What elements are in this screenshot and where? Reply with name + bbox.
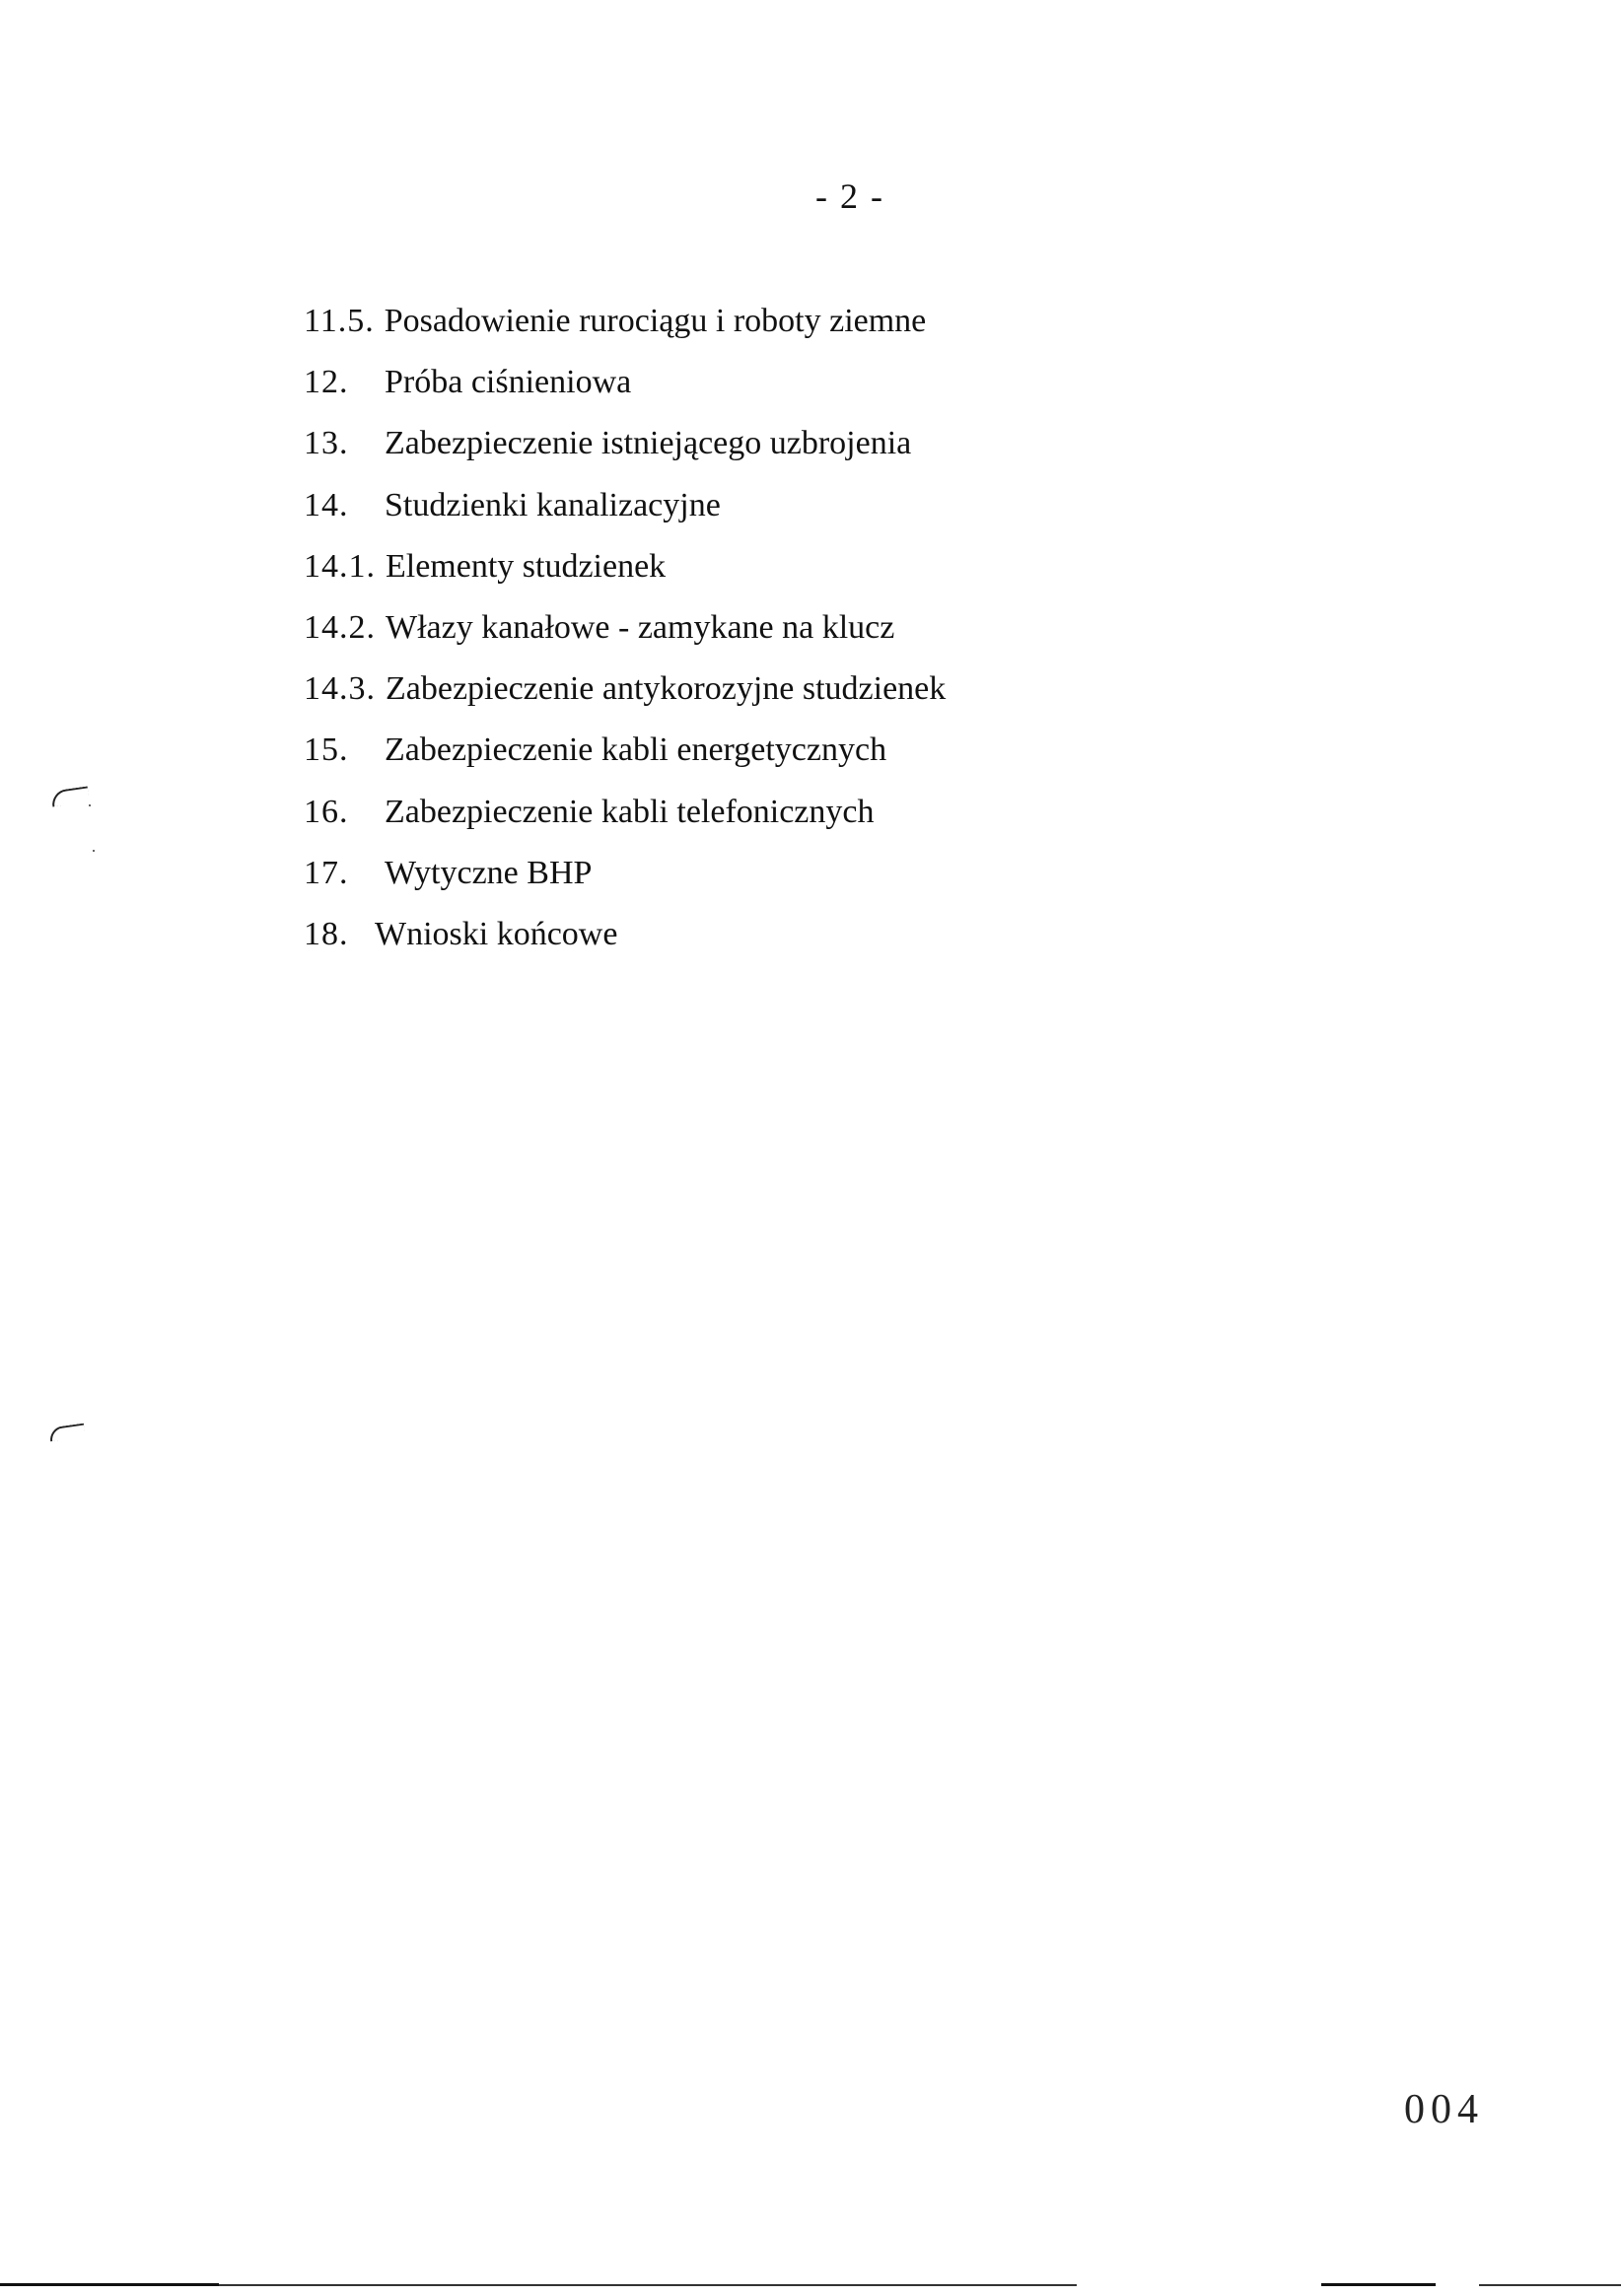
- toc-item: [304, 791, 946, 852]
- toc-item-number: 15.: [304, 731, 349, 769]
- toc-item: [304, 484, 946, 545]
- toc-item-title: Wytyczne BHP: [385, 854, 593, 891]
- toc-item-number: 14.: [304, 486, 349, 523]
- toc-item: [304, 729, 946, 790]
- punch-mark: [48, 1424, 86, 1442]
- scan-edge-line: [219, 2284, 1077, 2286]
- toc-item-number: 16.: [304, 793, 349, 830]
- toc-item-number: 18.: [304, 915, 349, 952]
- toc-item-number: 13.: [304, 425, 349, 462]
- toc-item: [304, 545, 946, 606]
- toc-item-number: 14.1.: [304, 547, 376, 585]
- toc-item-title: Zabezpieczenie antykorozyjne studzienek: [386, 670, 947, 708]
- toc-item-number: 12.: [304, 364, 349, 401]
- toc-item-title: Studzienki kanalizacyjne: [385, 486, 721, 523]
- scan-edge-line: [1321, 2283, 1436, 2286]
- toc-item: [304, 606, 946, 667]
- punch-mark: [50, 786, 90, 806]
- toc-item: [304, 361, 946, 422]
- toc-item-title: Zabezpieczenie kabli energetycznych: [385, 731, 887, 769]
- table-of-contents: [304, 300, 946, 974]
- toc-item-number: 14.2.: [304, 608, 376, 646]
- toc-item-title: Zabezpieczenie istniejącego uzbrojenia: [385, 425, 912, 462]
- toc-item-title: Włazy kanałowe - zamykane na klucz: [386, 608, 895, 646]
- scan-speck: [93, 850, 95, 852]
- toc-item-number: 11.5.: [304, 303, 375, 339]
- toc-item: [304, 422, 946, 483]
- toc-item: [304, 300, 946, 361]
- page-number: - 2 -: [815, 176, 884, 216]
- scan-speck: [89, 804, 91, 806]
- scan-edge-line: [1479, 2284, 1621, 2286]
- scan-edge-line: [0, 2283, 219, 2286]
- toc-item-number: 17.: [304, 854, 349, 891]
- toc-item: [304, 852, 946, 913]
- toc-item-title: Wnioski końcowe: [375, 915, 618, 952]
- toc-item: [304, 667, 946, 729]
- folio-number: 004: [1404, 2087, 1484, 2132]
- toc-item-number: 14.3.: [304, 670, 376, 708]
- toc-item-title: Zabezpieczenie kabli telefonicznych: [385, 793, 875, 830]
- toc-item: [304, 913, 946, 974]
- toc-item-title: Posadowienie rurociągu i roboty ziemne: [384, 303, 927, 339]
- toc-item-title: Elementy studzienek: [386, 547, 667, 585]
- toc-item-title: Próba ciśnieniowa: [385, 364, 632, 401]
